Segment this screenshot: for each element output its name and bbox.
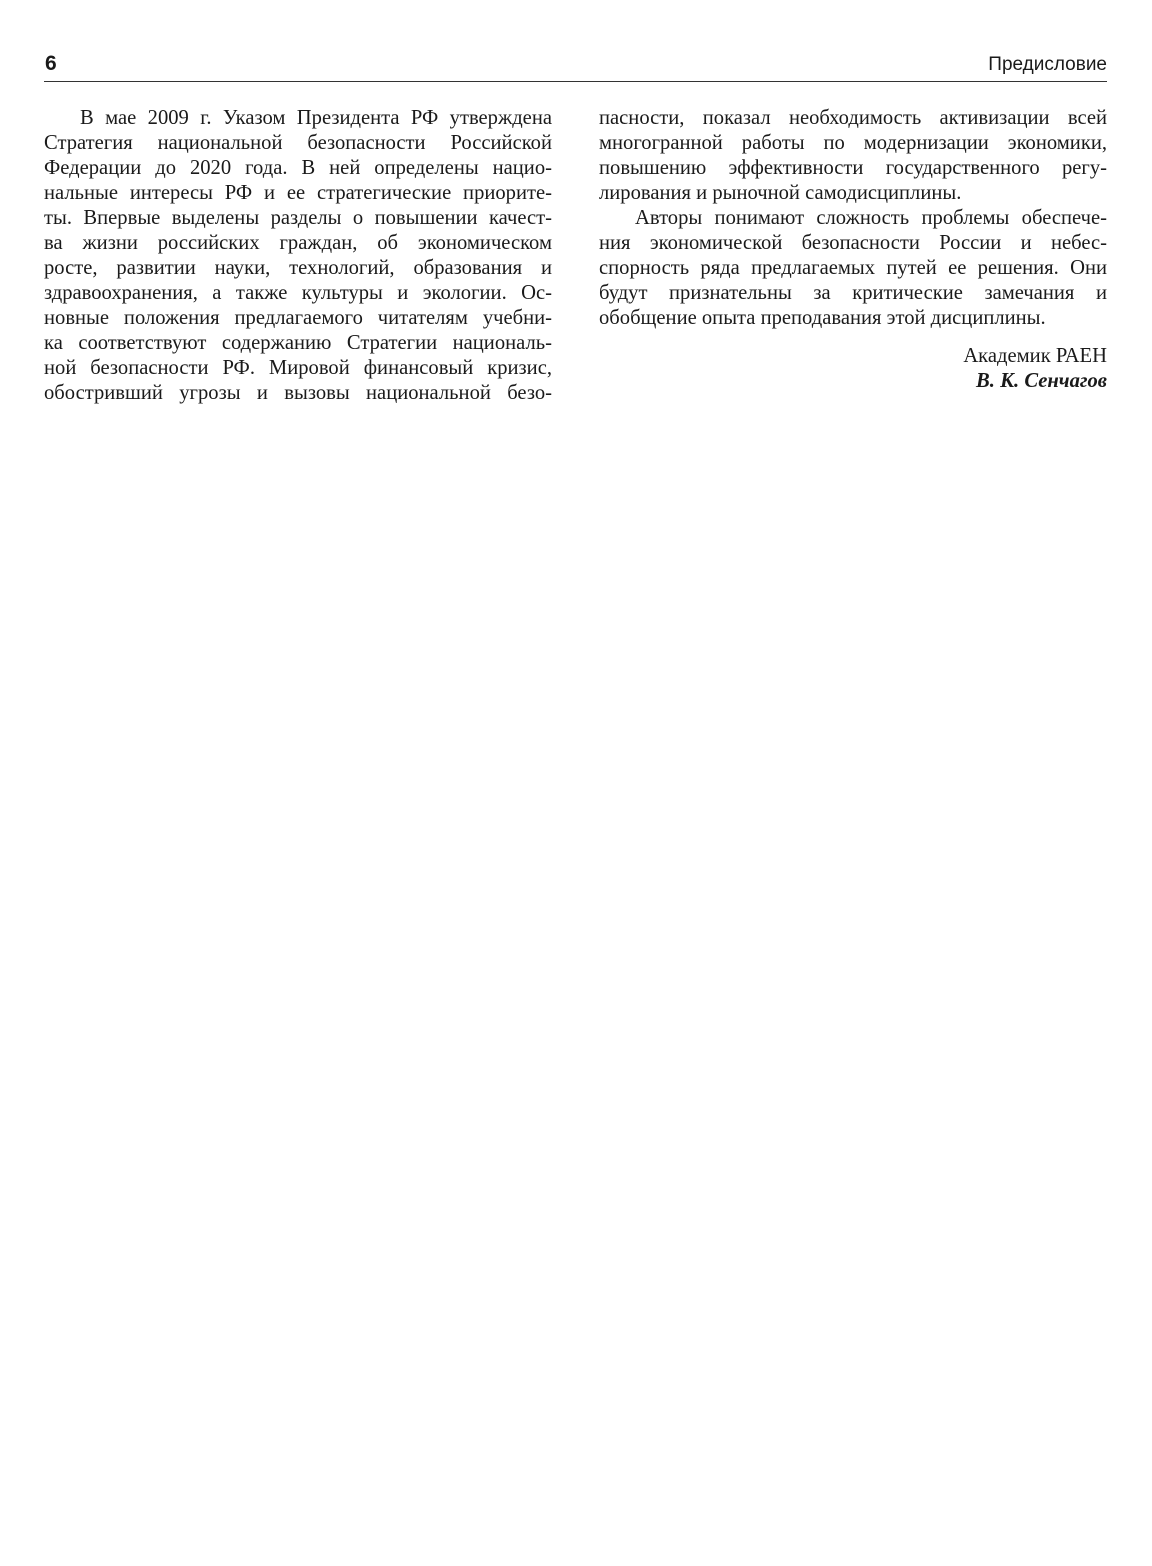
text-line: повышению эффективности государственного регу- <box>599 157 1107 179</box>
text-line: росте, развитии науки, технологий, образования и <box>44 257 552 279</box>
text-line: ния экономической безопасности России и небес- <box>599 232 1107 254</box>
page-header <box>44 50 1107 82</box>
running-title: Предисловие <box>988 54 1107 75</box>
text-line: Авторы понимают сложность проблемы обеспече- <box>635 207 1107 229</box>
signature-block <box>599 344 1107 394</box>
text-line: спорность ряда предлагаемых путей ее решения. Они <box>599 257 1107 279</box>
text-line: пасности, показал необходимость активизации всей <box>599 107 1107 129</box>
text-line: новные положения предлагаемого читателям учебни- <box>44 307 552 329</box>
text-line: ты. Впервые выделены разделы о повышении качест- <box>44 207 552 229</box>
signature-title: Академик РАЕН <box>963 345 1107 367</box>
text-line: В мае 2009 г. Указом Президента РФ утверждена <box>80 107 552 129</box>
text-line: будут признательны за критические замечания и <box>599 282 1107 304</box>
text-line: здравоохранения, а также культуры и экологии. Ос- <box>44 282 552 304</box>
text-line: ва жизни российских граждан, об экономическом <box>44 232 552 254</box>
text-line: ной безопасности РФ. Мировой финансовый кризис, <box>44 357 552 379</box>
text-line: многогранной работы по модернизации экономики, <box>599 132 1107 154</box>
text-line: нальные интересы РФ и ее стратегические приорите- <box>44 182 552 204</box>
text-line: Федерации до 2020 года. В ней определены нацио- <box>44 157 552 179</box>
page-number: 6 <box>45 52 57 75</box>
paragraph-continuation <box>599 106 1107 206</box>
text-line: лирования и рыночной самодисциплины. <box>599 182 962 204</box>
text-line: обобщение опыта преподавания этой дисциплины. <box>599 307 1046 329</box>
signature-name: В. К. Сенчагов <box>976 370 1107 392</box>
left-column <box>44 106 552 406</box>
text-line: обостривший угрозы и вызовы национальной безо- <box>44 382 552 404</box>
paragraph-authors <box>599 206 1107 331</box>
text-line: Стратегия национальной безопасности Российской <box>44 132 552 154</box>
text-line: ка соответствуют содержанию Стратегии националь- <box>44 332 552 354</box>
right-column <box>599 106 1107 394</box>
